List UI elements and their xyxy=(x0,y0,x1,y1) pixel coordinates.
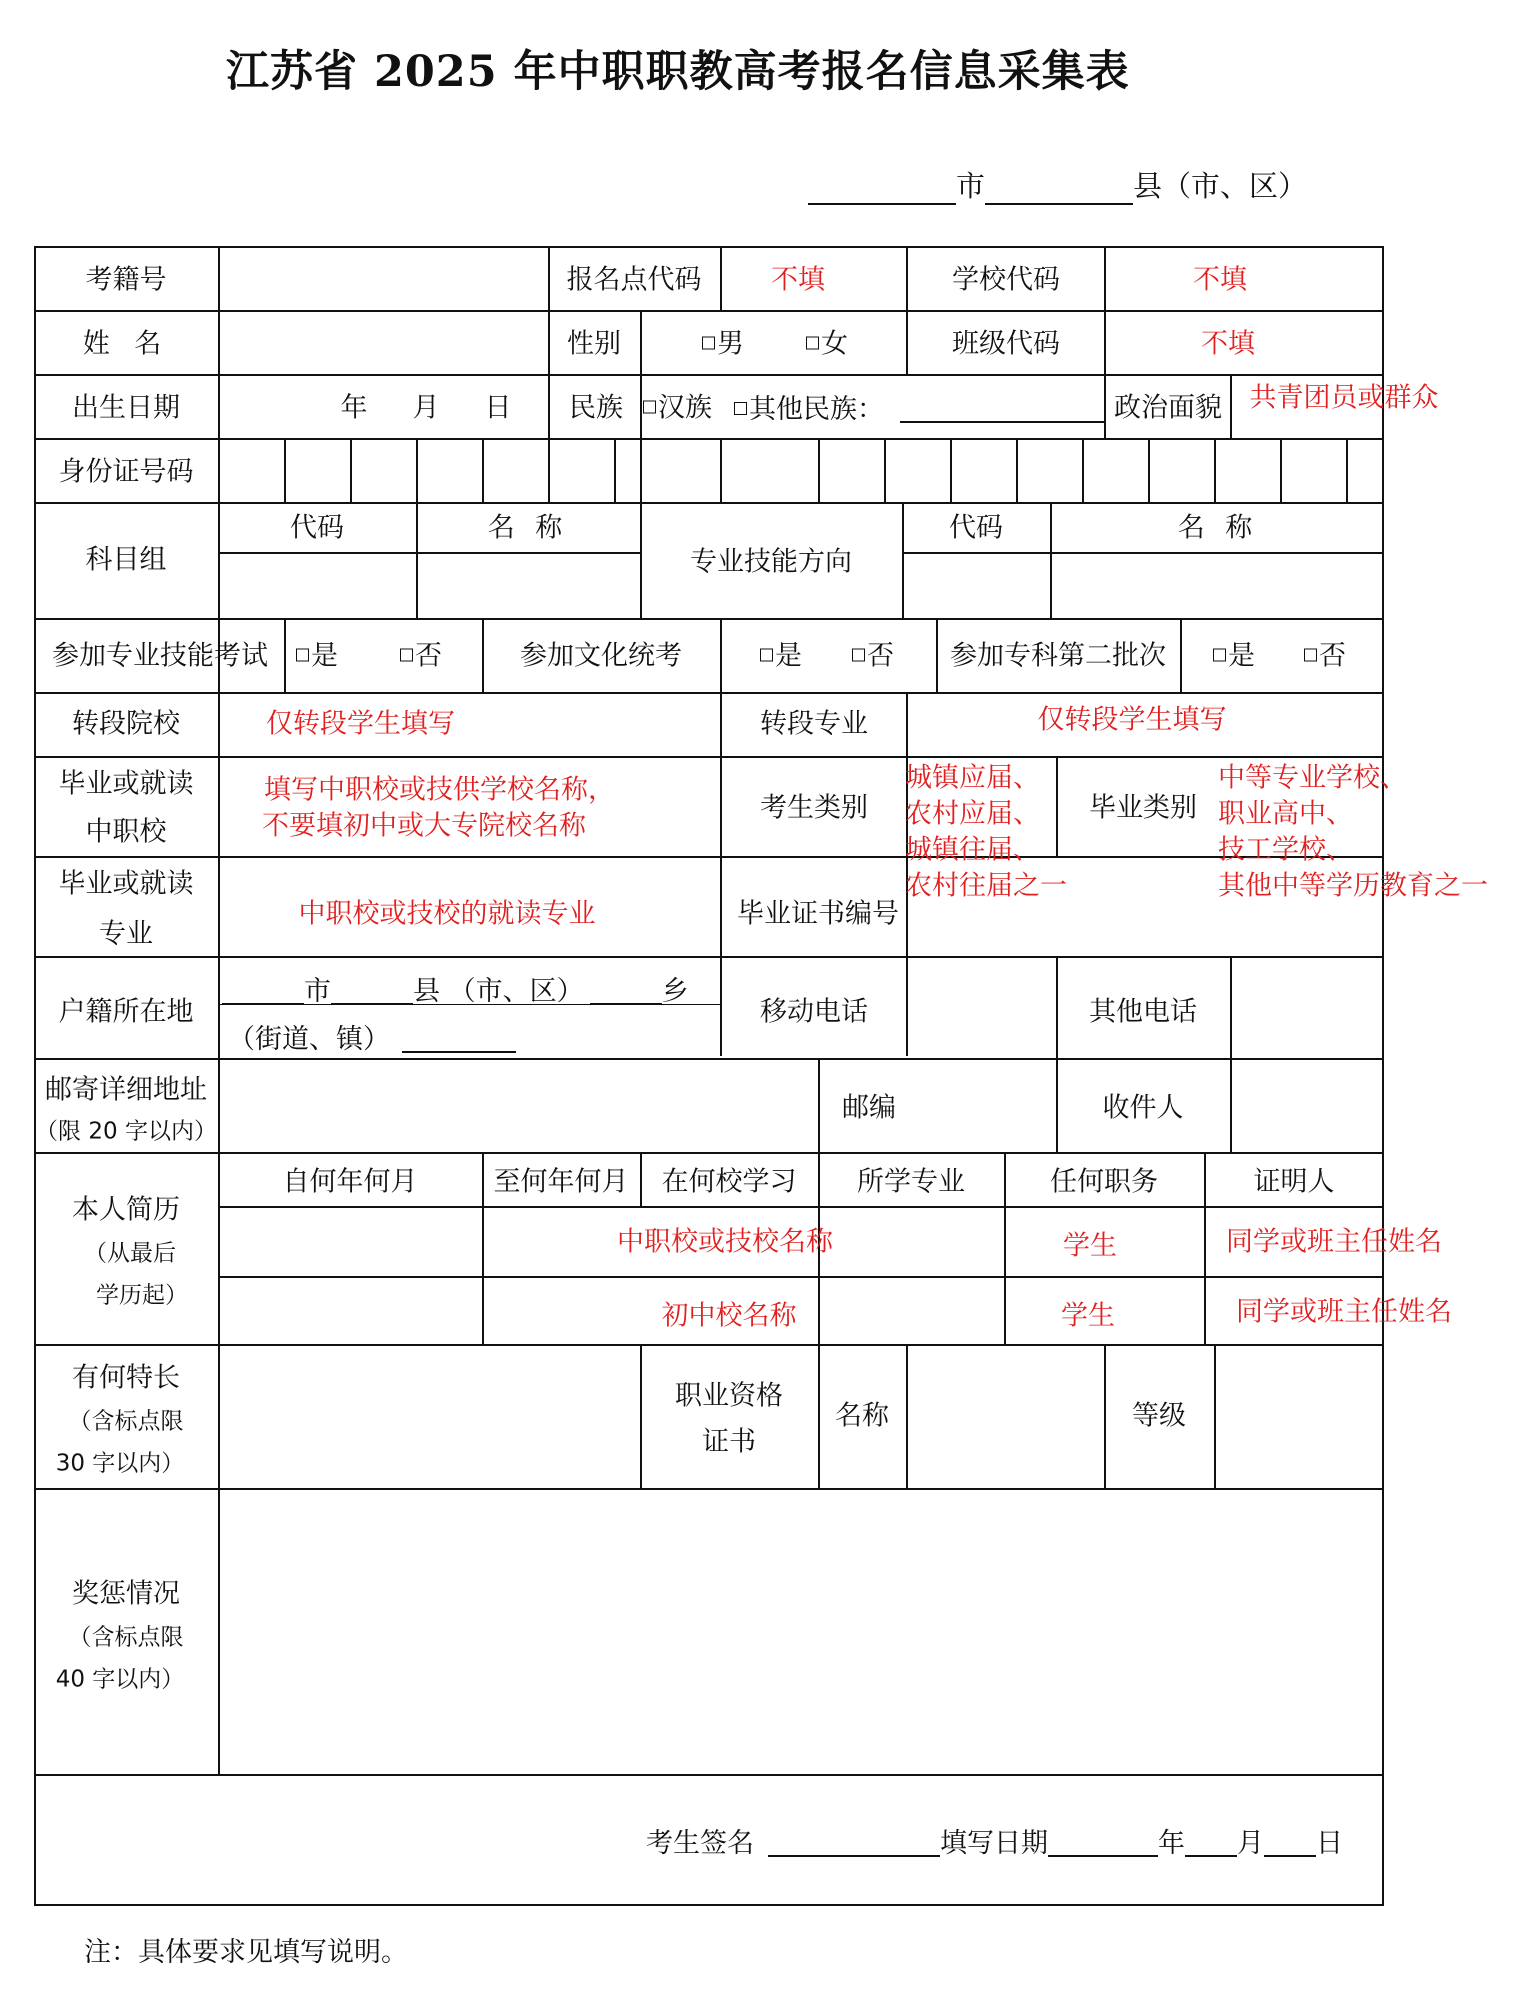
ethnicity-label: 民族 xyxy=(569,392,623,424)
witness-header: 证明人 xyxy=(1253,1166,1335,1198)
county-blank[interactable] xyxy=(985,173,1133,205)
hh-street-blank[interactable] xyxy=(402,1023,516,1053)
grad-type-hint-2: 职业高中、 xyxy=(1218,798,1353,830)
join-second-batch-label: 参加专科第二批次 xyxy=(950,640,1166,672)
vocational-cert-label-1: 职业资格 xyxy=(675,1380,783,1412)
yes-label: 是 xyxy=(775,640,802,672)
transfer-college-hint: 仅转段学生填写 xyxy=(266,708,455,740)
gender-male-option[interactable] xyxy=(702,328,744,360)
resume-row2-witness-hint: 同学或班主任姓名 xyxy=(1236,1296,1452,1328)
hh-town-blank[interactable] xyxy=(590,975,662,1005)
mail-addr-label: 邮寄详细地址 xyxy=(45,1074,207,1106)
skill-direction-label: 专业技能方向 xyxy=(690,546,852,578)
hh-town-label: 乡 xyxy=(661,976,689,1007)
checkbox-icon xyxy=(852,649,865,662)
culture-exam-no-option[interactable] xyxy=(852,640,894,672)
grad-school-hint-1: 填写中职校或技供学校名称， xyxy=(264,774,615,806)
checkbox-icon xyxy=(760,649,773,662)
transfer-college-label: 转段院校 xyxy=(72,708,180,740)
specialty-label-1: 有何特长 xyxy=(72,1362,180,1394)
specialty-label-2: （含标点限 xyxy=(68,1408,184,1435)
cert-no-label: 毕业证书编号 xyxy=(737,898,899,930)
skill-exam-yes-option[interactable] xyxy=(296,640,338,672)
specialty-label-3: 30 字以内） xyxy=(55,1450,185,1477)
grad-school-label-1: 毕业或就读 xyxy=(58,768,194,800)
other-ethnic-blank[interactable] xyxy=(900,393,1104,423)
reg-point-code-label: 报名点代码 xyxy=(566,264,702,296)
signature-line xyxy=(646,1827,1343,1857)
household-label: 户籍所在地 xyxy=(58,996,194,1028)
to-date-header: 至何年何月 xyxy=(493,1166,629,1198)
candidate-type-label: 考生类别 xyxy=(760,792,868,824)
region-line xyxy=(808,164,1307,205)
grad-major-hint: 中职校或技校的就读专业 xyxy=(298,898,596,930)
mobile-label: 移动电话 xyxy=(760,996,868,1028)
birth-day-label: 日 xyxy=(484,392,512,424)
mail-limit-label: （限 20 字以内） xyxy=(35,1118,217,1145)
awards-label-2: （含标点限 xyxy=(68,1624,184,1651)
exam-reg-no-field[interactable] xyxy=(220,248,546,308)
second-batch-no-option[interactable] xyxy=(1304,640,1346,672)
no-label: 否 xyxy=(1319,640,1346,672)
position-header: 任何职务 xyxy=(1050,1166,1158,1198)
vocational-cert-label-2: 证书 xyxy=(702,1426,756,1458)
other-ethnic-label: 其他民族： xyxy=(749,394,884,425)
reg-point-code-hint: 不填 xyxy=(771,264,825,296)
fill-date-label: 填写日期 xyxy=(940,1828,1048,1859)
candidate-type-hint-2: 农村应届、 xyxy=(905,798,1040,830)
culture-exam-yes-option[interactable] xyxy=(760,640,802,672)
checkbox-icon xyxy=(296,649,309,662)
region-city-label: 市 xyxy=(956,169,986,203)
second-batch-yes-option[interactable] xyxy=(1213,640,1255,672)
grad-school-label-2: 中职校 xyxy=(85,816,167,848)
fill-day-label: 日 xyxy=(1316,1828,1343,1859)
fill-year-label: 年 xyxy=(1158,1828,1185,1859)
name-label: 姓 名 xyxy=(82,328,170,360)
household-line-2 xyxy=(228,1023,516,1053)
birth-date-label: 出生日期 xyxy=(72,392,180,424)
skill-code-header: 代码 xyxy=(949,512,1003,544)
grad-type-label: 毕业类别 xyxy=(1089,792,1197,824)
household-line-1 xyxy=(222,975,689,1005)
specialty-field[interactable] xyxy=(220,1346,638,1486)
candidate-type-hint-4: 农村往届之一 xyxy=(905,870,1067,902)
hh-street-label: （街道、镇） xyxy=(228,1024,390,1055)
grad-school-hint-2: 不要填初中或大专院校名称 xyxy=(262,810,586,842)
checkbox-icon xyxy=(643,401,656,414)
birth-month-label: 月 xyxy=(412,392,440,424)
join-culture-exam-label: 参加文化统考 xyxy=(520,640,682,672)
awards-label-1: 奖惩情况 xyxy=(72,1578,180,1610)
school-studied-header: 在何校学习 xyxy=(661,1166,797,1198)
from-date-header: 自何年何月 xyxy=(282,1166,418,1198)
resume-row1-position-hint: 学生 xyxy=(1063,1230,1117,1262)
class-code-label: 班级代码 xyxy=(952,328,1060,360)
resume-row2-school-hint: 初中校名称 xyxy=(661,1300,797,1332)
signature-label: 考生签名 xyxy=(646,1828,754,1859)
checkbox-icon xyxy=(806,337,819,350)
fill-year-blank[interactable] xyxy=(1048,1827,1158,1857)
hh-city-label: 市 xyxy=(304,976,331,1007)
cert-level-label: 等级 xyxy=(1132,1400,1186,1432)
political-status-label: 政治面貌 xyxy=(1114,392,1222,424)
fill-month-label: 月 xyxy=(1237,1828,1264,1859)
footer-note: 注：具体要求见填写说明。 xyxy=(84,1937,408,1968)
transfer-major-label: 转段专业 xyxy=(760,708,868,740)
signature-blank[interactable] xyxy=(768,1827,940,1857)
candidate-type-hint-1: 城镇应届、 xyxy=(905,762,1040,794)
exam-reg-no-label: 考籍号 xyxy=(85,264,167,296)
birth-year-label: 年 xyxy=(340,392,368,424)
grad-type-hint-3: 技工学校、 xyxy=(1218,834,1353,866)
checkbox-icon xyxy=(734,402,747,415)
postcode-label: 邮编 xyxy=(842,1092,896,1124)
grad-major-label-1: 毕业或就读 xyxy=(58,868,194,900)
join-skill-exam-label: 参加专业技能考试 xyxy=(52,640,268,672)
fill-day-blank[interactable] xyxy=(1264,1827,1316,1857)
region-county-label: 县（市、区） xyxy=(1133,169,1308,203)
cert-name-label: 名称 xyxy=(835,1400,889,1432)
grad-major-label-2: 专业 xyxy=(99,918,153,950)
checkbox-icon xyxy=(1304,649,1317,662)
gender-label: 性别 xyxy=(567,328,621,360)
form-title: 江苏省 2025 年中职职教高考报名信息采集表 xyxy=(226,47,1130,97)
resume-row1-school-hint: 中职校或技校名称 xyxy=(617,1226,833,1258)
no-label: 否 xyxy=(867,640,894,672)
school-code-label: 学校代码 xyxy=(952,264,1060,296)
skill-name-header: 名 称 xyxy=(1177,512,1259,544)
subject-group-label: 科目组 xyxy=(85,544,167,576)
male-label: 男 xyxy=(717,328,744,360)
school-code-hint: 不填 xyxy=(1193,264,1247,296)
other-ethnic-option[interactable] xyxy=(734,393,1104,423)
awards-label-3: 40 字以内） xyxy=(55,1666,185,1693)
id-number-label: 身份证号码 xyxy=(58,456,194,488)
fill-month-blank[interactable] xyxy=(1185,1827,1237,1857)
han-option[interactable] xyxy=(643,392,712,424)
subject-code-header: 代码 xyxy=(290,512,344,544)
checkbox-icon xyxy=(400,649,413,662)
resume-label-1: 本人简历 xyxy=(72,1194,180,1226)
grad-type-hint-1: 中等专业学校、 xyxy=(1218,762,1407,794)
checkbox-icon xyxy=(702,337,715,350)
resume-row1-witness-hint: 同学或班主任姓名 xyxy=(1226,1226,1442,1258)
recipient-label: 收件人 xyxy=(1102,1092,1184,1124)
transfer-major-hint: 仅转段学生填写 xyxy=(1037,704,1227,736)
name-field[interactable] xyxy=(220,312,546,372)
yes-label: 是 xyxy=(1228,640,1255,672)
checkbox-icon xyxy=(1213,649,1226,662)
yes-label: 是 xyxy=(311,640,338,672)
subject-name-header: 名 称 xyxy=(487,512,569,544)
awards-field[interactable] xyxy=(220,1490,1382,1772)
resume-label-3: 学历起） xyxy=(96,1282,188,1309)
other-phone-label: 其他电话 xyxy=(1089,996,1197,1028)
hh-city-blank[interactable] xyxy=(222,975,304,1005)
major-studied-header: 所学专业 xyxy=(857,1166,965,1198)
hh-county-blank[interactable] xyxy=(331,975,413,1005)
hh-county-label: 县 （市、区） xyxy=(413,976,584,1007)
city-blank[interactable] xyxy=(808,173,956,205)
gender-female-option[interactable] xyxy=(806,328,848,360)
resume-label-2: （从最后 xyxy=(84,1240,176,1267)
han-label: 汉族 xyxy=(658,392,712,424)
female-label: 女 xyxy=(821,328,848,360)
no-label: 否 xyxy=(415,640,442,672)
class-code-hint: 不填 xyxy=(1201,328,1255,360)
candidate-type-hint-3: 城镇往届、 xyxy=(905,834,1040,866)
grad-type-hint-4: 其他中等学历教育之一 xyxy=(1218,870,1488,902)
skill-exam-no-option[interactable] xyxy=(400,640,442,672)
political-status-hint: 共青团员或群众 xyxy=(1249,382,1439,414)
resume-row2-position-hint: 学生 xyxy=(1061,1300,1115,1332)
